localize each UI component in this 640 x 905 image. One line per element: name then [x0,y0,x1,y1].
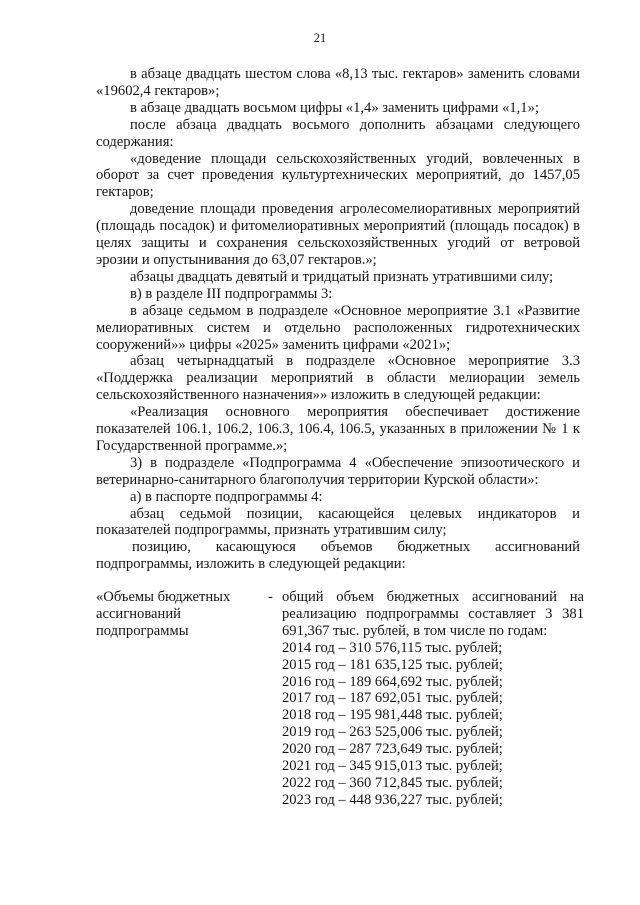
paragraph: в абзаце двадцать шестом слова «8,13 тыс. гектаров» заменить словами «19602,4 гектаров»; [96,66,580,99]
paragraph: доведение площади проведения агролесомелиоративных мероприятий (площадь посадок) и фитомелиоративных мероприятий (площадь посадок) в целях защиты и сохранения сельскохозяйственных угодий от ветровой эрозии и опустынивания до 63,07 гектаров.»; [96,201,580,268]
paragraph: после абзаца двадцать восьмого дополнить абзацами следующего содержания: [96,116,580,150]
paragraph: 3) в подразделе «Подпрограмма 4 «Обеспечение эпизоотического и ветеринарно-санитарного благополучия территории Курской области»: [96,454,580,488]
paragraph: «доведение площади сельскохозяйственных угодий, вовлеченных в оборот за счет проведения культуртехнических мероприятий, до 1457,05 гектаров; [96,150,580,201]
budget-year-row: 2017 год – 187 692,051 тыс. рублей; [282,690,503,707]
budget-label: «Объемы бюджетных ассигнований подпрограммы [96,589,231,639]
budget-year-row: 2014 год – 310 576,115 тыс. рублей; [282,639,503,656]
budget-year-row: 2016 год – 189 664,692 тыс. рублей; [282,673,503,690]
budget-intro: общий объем бюджетных ассигнований на реализацию подпрограммы составляет 3 381 691,367 тыс. рублей, в том числе по годам: [282,589,584,639]
paragraph: позицию, касающуюся объемов бюджетных ассигнований подпрограммы, изложить в следующей редакции: [96,539,580,573]
paragraph: абзац четырнадцатый в подразделе «Основное мероприятие 3.3 «Поддержка реализации мероприятий в области мелиорации земель сельскохозяйственного назначения»» изложить в следующей редакции: [96,353,580,404]
budget-year-row: 2020 год – 287 723,649 тыс. рублей; [282,741,503,758]
document-body [96,66,580,573]
budget-dash: - [268,589,273,605]
paragraph: абзац седьмой позиции, касающейся целевых индикаторов и показателей подпрограммы, признать утратившим силу; [96,505,580,539]
paragraph: абзацы двадцать девятый и тридцатый признать утратившими силу; [130,268,554,285]
budget-table [96,589,584,809]
paragraph: в) в разделе III подпрограммы 3: [130,285,333,302]
paragraph: в абзаце двадцать восьмом цифры «1,4» заменить цифрами «1,1»; [130,99,539,116]
budget-year-row: 2019 год – 263 525,006 тыс. рублей; [282,724,503,741]
budget-year-row: 2023 год – 448 936,227 тыс. рублей; [282,791,503,808]
budget-year-row: 2018 год – 195 981,448 тыс. рублей; [282,707,503,724]
paragraph: «Реализация основного мероприятия обеспечивает достижение показателей 106.1, 106.2, 106.3, 106.4, 106.5, указанных в приложении № 1 к Государственной программе.»; [96,404,580,454]
budget-year-row: 2022 год – 360 712,845 тыс. рублей; [282,774,503,791]
paragraph: в абзаце седьмом в подразделе «Основное мероприятие 3.1 «Развитие мелиоративных систем и отдельно расположенных гидротехнических сооружений»» цифры «2025» заменить цифрами «2021»; [96,302,580,353]
budget-year-row: 2021 год – 345 915,013 тыс. рублей; [282,758,503,775]
budget-details [282,589,584,809]
page-number: 21 [313,31,327,45]
paragraph: а) в паспорте подпрограммы 4: [130,488,323,505]
budget-year-row: 2015 год – 181 635,125 тыс. рублей; [282,656,503,673]
